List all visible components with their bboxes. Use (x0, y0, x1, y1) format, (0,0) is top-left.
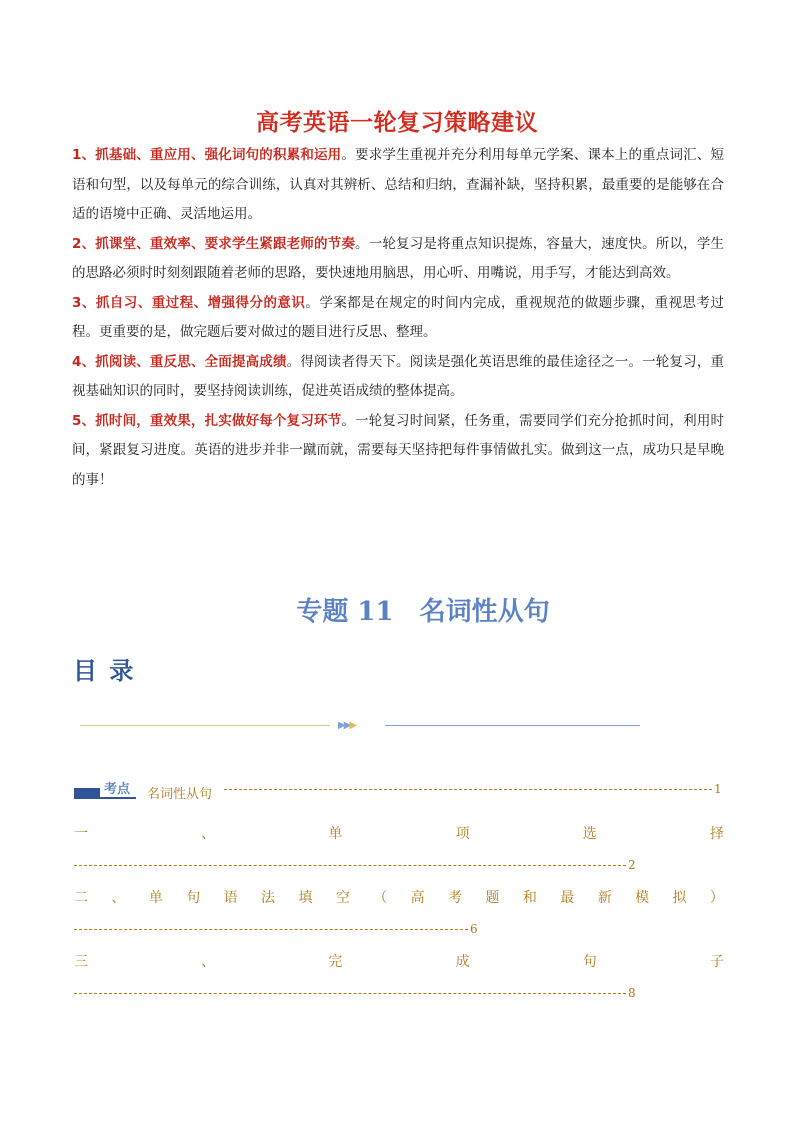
advice-body: 。得阅读者得天下。阅读是强化英语思维的最佳途径之一。一轮复习，重视基础知识的同时，要坚持阅读训练，促进英语成绩的整体提高。 (72, 353, 724, 399)
advice-body: 。学案都是在规定的时间内完成，重视规范的做题步骤，重视思考过程。更重要的是，做完题后要对做过的题目进行反思、整理。 (72, 294, 724, 340)
toc-entry-char: 和 (522, 890, 537, 906)
toc-entry-label (74, 887, 724, 907)
advice-item (72, 348, 724, 407)
advice-highlight: 4、抓阅读、重反思、全面提高成绩 (72, 353, 287, 370)
badge-underline (74, 797, 136, 799)
kaodian-badge (74, 778, 136, 798)
advice-highlight: 1、抓基础、重应用、强化词句的积累和运用 (72, 147, 342, 163)
toc-entry-char: 择 (709, 826, 724, 842)
toc-page-number: 1 (714, 782, 722, 796)
toc-entry-char: 二 (74, 890, 88, 906)
toc-entry[interactable] (74, 823, 724, 873)
advice-item (72, 407, 724, 496)
advice-item (72, 141, 724, 230)
toc-entry-char: ） (709, 890, 724, 906)
toc-entry-char: 句 (186, 890, 201, 906)
toc-entry-char: 、 (111, 890, 126, 906)
toc-entry-char: 空 (335, 890, 350, 906)
toc-entry-char: 模 (635, 890, 650, 906)
toc-entry-label (74, 951, 724, 971)
toc-entry-char: 法 (261, 890, 276, 906)
advice-body: 。要求学生重视并充分利用每单元学案、课本上的重点词汇、短语和句型，以及每单元的综合训练，认真对其辨析、总结和归纳，查漏补缺，坚持积累，最重要的是能够在合适的语境中正确、灵活地运用。 (72, 147, 724, 222)
toc-entry-char: 单 (148, 890, 163, 906)
divider-line-right (385, 725, 640, 726)
toc-entry-char: 高 (410, 890, 425, 906)
toc-entry-char: 项 (455, 826, 470, 842)
toc-entry-char: 一 (74, 826, 88, 842)
advice-item (72, 289, 724, 348)
toc-heading: 目 录 (73, 657, 136, 685)
toc-page-number: 2 (628, 858, 636, 872)
toc-entry-char: 题 (485, 890, 500, 906)
advice-highlight: 3、抓自习、重过程、增强得分的意识 (72, 294, 306, 311)
toc-entry-char: 成 (455, 954, 470, 970)
toc-entry-char: 拟 (672, 890, 687, 906)
advice-body: 。一轮复习时间紧，任务重，需要同学们充分抢抓时间，利用时间，紧跟复习进度。英语的进步并非一蹴而就，需要每天坚持把每件事情做扎实。做到这一点，成功只是早晚的事！ (72, 412, 724, 488)
topic-title: 专题 11 名词性从句 (296, 597, 550, 627)
toc-entry-char: （ (373, 890, 388, 906)
toc-entry-label (74, 823, 724, 843)
toc-entry[interactable] (74, 951, 724, 1001)
toc-entry-char: 填 (298, 890, 313, 906)
toc-main-label: 名词性从句 (147, 787, 213, 802)
toc-entry-char: 、 (201, 826, 216, 842)
advice-list (72, 141, 724, 495)
section-divider (80, 718, 640, 734)
toc-leader-dots (74, 929, 468, 930)
toc-leader-dots (74, 993, 626, 994)
toc-entry-char: 完 (328, 954, 343, 970)
toc-entry-main[interactable] (74, 776, 724, 804)
toc-entry-char: 、 (201, 954, 216, 970)
toc-page-number: 6 (470, 922, 478, 936)
toc-entry-char: 子 (709, 954, 724, 970)
toc-entry-char: 句 (582, 954, 597, 970)
badge-bar-icon (74, 788, 100, 797)
advice-highlight: 2、抓课堂、重效率、要求学生紧跟老师的节奏 (72, 235, 356, 252)
advice-item (72, 230, 724, 289)
toc-entry-char: 选 (582, 826, 597, 842)
toc-leader-dots (224, 789, 712, 790)
toc-entry-char: 三 (74, 954, 88, 970)
toc-entry-char: 考 (448, 890, 463, 906)
advice-body: 。一轮复习是将重点知识提炼，容量大，速度快。所以，学生的思路必须时时刻刻跟随着老师的思路，要快速地用脑思，用心听、用嘴说，用手写，才能达到高效。 (72, 235, 724, 281)
advice-highlight: 5、抓时间，重效果，扎实做好每个复习环节 (72, 412, 342, 429)
toc-entry[interactable] (74, 887, 724, 937)
toc-entry-char: 语 (223, 890, 238, 906)
divider-line-left (80, 725, 330, 726)
triangle-arrows-icon: ▶▶▶ (338, 720, 356, 731)
page-title: 高考英语一轮复习策略建议 (256, 110, 538, 136)
toc-entry-char: 最 (560, 890, 575, 906)
toc-leader-dots (74, 865, 626, 866)
toc-page-number: 8 (628, 986, 636, 1000)
toc-entry-char: 单 (328, 826, 343, 842)
badge-label: 考点 (104, 782, 131, 797)
toc-entry-char: 新 (597, 890, 612, 906)
